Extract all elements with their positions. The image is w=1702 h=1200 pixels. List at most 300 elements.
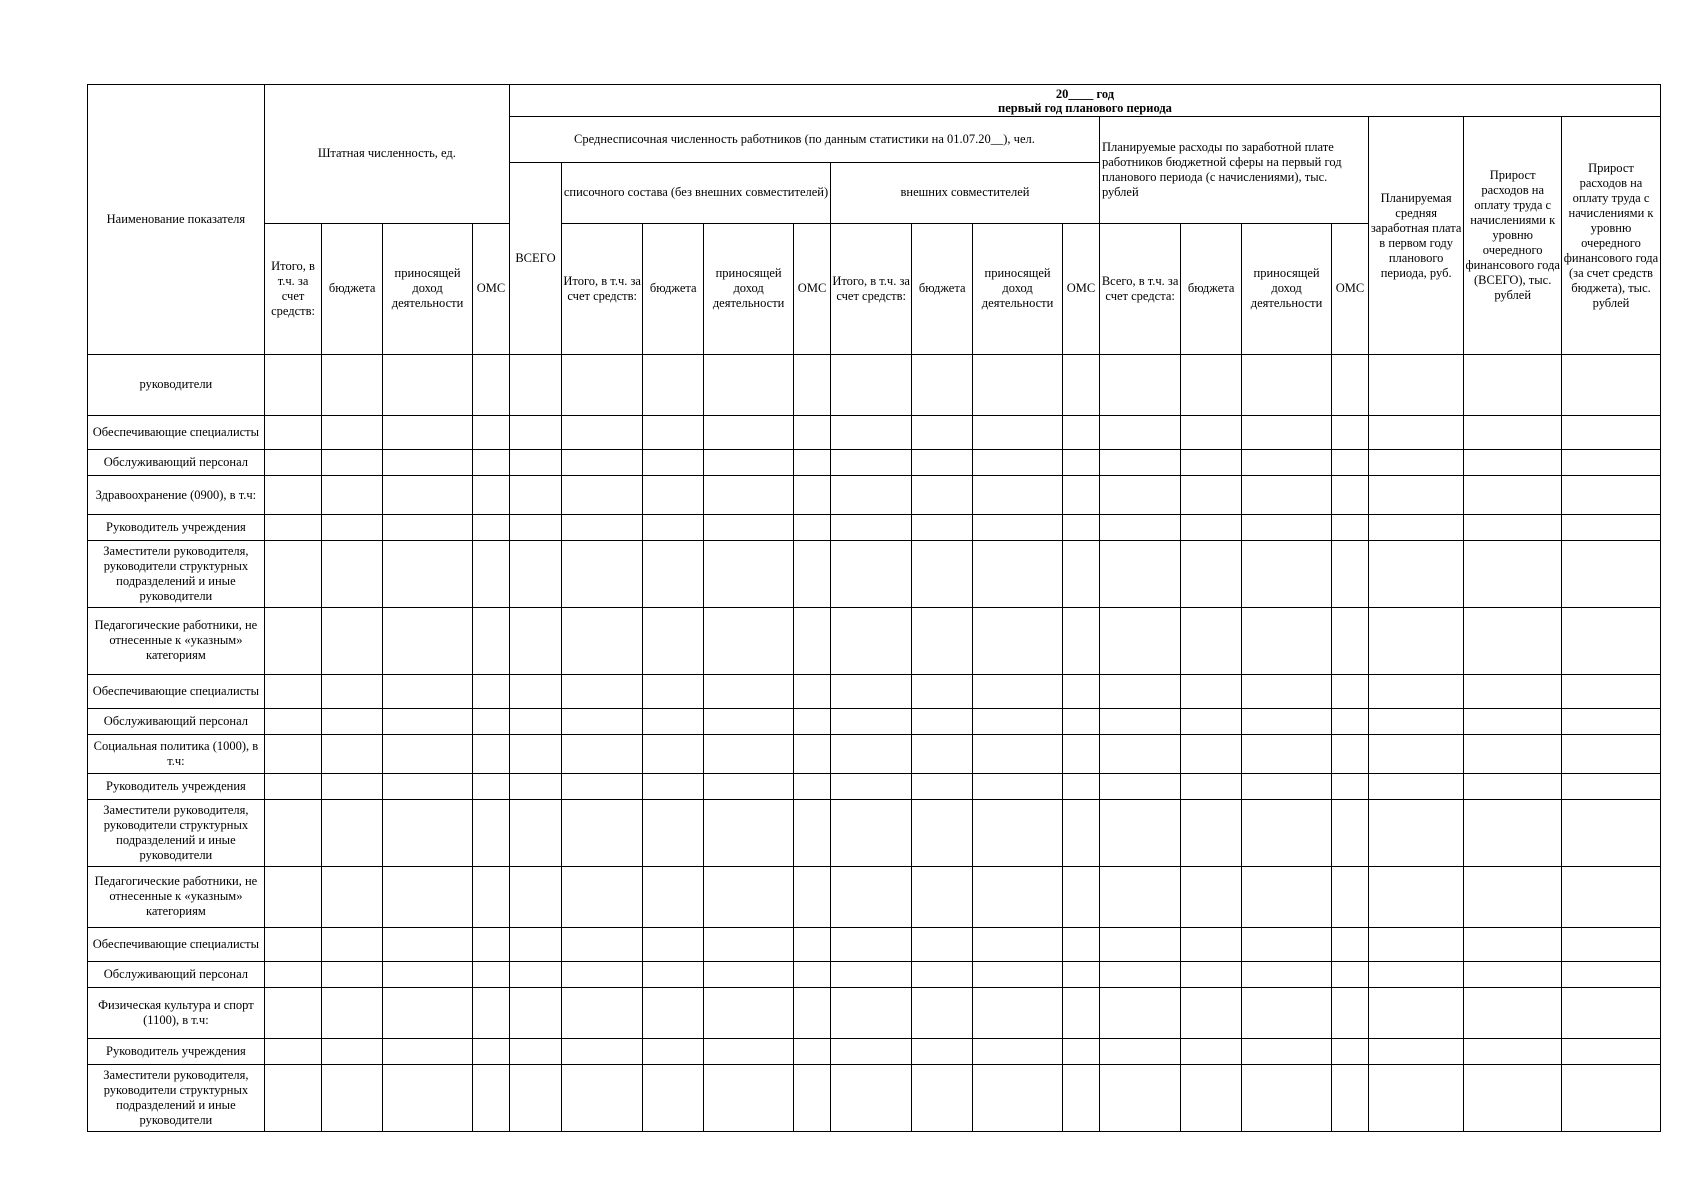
data-cell[interactable] [1332,927,1369,961]
data-cell[interactable] [509,674,561,708]
data-cell[interactable] [509,773,561,799]
data-cell[interactable] [473,800,510,867]
data-cell[interactable] [1099,961,1180,987]
data-cell[interactable] [1332,607,1369,674]
data-cell[interactable] [1464,988,1562,1039]
data-cell[interactable] [1332,1065,1369,1132]
data-cell[interactable] [1332,514,1369,540]
data-cell[interactable] [1063,514,1100,540]
data-cell[interactable] [562,1038,643,1064]
data-cell[interactable] [1332,773,1369,799]
data-cell[interactable] [383,866,473,927]
data-cell[interactable] [562,1065,643,1132]
data-cell[interactable] [643,927,704,961]
data-cell[interactable] [509,866,561,927]
data-cell[interactable] [973,927,1063,961]
data-cell[interactable] [562,988,643,1039]
data-cell[interactable] [473,1038,510,1064]
data-cell[interactable] [794,541,831,608]
data-cell[interactable] [322,1065,383,1132]
data-cell[interactable] [509,450,561,476]
data-cell[interactable] [704,674,794,708]
data-cell[interactable] [1464,1038,1562,1064]
data-cell[interactable] [1368,1065,1463,1132]
data-cell[interactable] [473,607,510,674]
data-cell[interactable] [1368,961,1463,987]
data-cell[interactable] [912,709,973,735]
data-cell[interactable] [1561,735,1660,773]
data-cell[interactable] [1464,735,1562,773]
data-cell[interactable] [1368,415,1463,449]
data-cell[interactable] [830,450,911,476]
data-cell[interactable] [1063,1065,1100,1132]
data-cell[interactable] [473,988,510,1039]
data-cell[interactable] [1368,355,1463,416]
data-cell[interactable] [1464,709,1562,735]
data-cell[interactable] [1368,541,1463,608]
data-cell[interactable] [830,674,911,708]
data-cell[interactable] [1181,541,1242,608]
data-cell[interactable] [1464,514,1562,540]
data-cell[interactable] [1464,773,1562,799]
data-cell[interactable] [704,988,794,1039]
data-cell[interactable] [973,674,1063,708]
data-cell[interactable] [322,1038,383,1064]
data-cell[interactable] [1099,674,1180,708]
data-cell[interactable] [509,927,561,961]
data-cell[interactable] [973,709,1063,735]
data-cell[interactable] [1332,800,1369,867]
data-cell[interactable] [383,514,473,540]
data-cell[interactable] [643,1065,704,1132]
data-cell[interactable] [830,866,911,927]
data-cell[interactable] [264,709,321,735]
data-cell[interactable] [643,674,704,708]
data-cell[interactable] [1332,1038,1369,1064]
data-cell[interactable] [794,927,831,961]
data-cell[interactable] [912,1065,973,1132]
data-cell[interactable] [383,607,473,674]
data-cell[interactable] [322,927,383,961]
data-cell[interactable] [1368,674,1463,708]
data-cell[interactable] [383,476,473,514]
data-cell[interactable] [383,709,473,735]
data-cell[interactable] [912,927,973,961]
data-cell[interactable] [1181,961,1242,987]
data-cell[interactable] [562,514,643,540]
data-cell[interactable] [473,450,510,476]
data-cell[interactable] [912,476,973,514]
data-cell[interactable] [562,476,643,514]
data-cell[interactable] [562,674,643,708]
data-cell[interactable] [643,450,704,476]
data-cell[interactable] [264,773,321,799]
data-cell[interactable] [1181,735,1242,773]
data-cell[interactable] [912,773,973,799]
data-cell[interactable] [912,800,973,867]
data-cell[interactable] [912,514,973,540]
data-cell[interactable] [912,415,973,449]
data-cell[interactable] [264,988,321,1039]
data-cell[interactable] [473,355,510,416]
data-cell[interactable] [1063,866,1100,927]
data-cell[interactable] [473,961,510,987]
data-cell[interactable] [1181,450,1242,476]
data-cell[interactable] [704,961,794,987]
data-cell[interactable] [912,961,973,987]
data-cell[interactable] [1561,415,1660,449]
data-cell[interactable] [562,961,643,987]
data-cell[interactable] [322,988,383,1039]
data-cell[interactable] [704,866,794,927]
data-cell[interactable] [1099,866,1180,927]
data-cell[interactable] [1464,961,1562,987]
data-cell[interactable] [643,1038,704,1064]
data-cell[interactable] [509,541,561,608]
data-cell[interactable] [1099,1038,1180,1064]
data-cell[interactable] [830,415,911,449]
data-cell[interactable] [1561,961,1660,987]
data-cell[interactable] [830,476,911,514]
data-cell[interactable] [794,773,831,799]
data-cell[interactable] [973,450,1063,476]
data-cell[interactable] [509,709,561,735]
data-cell[interactable] [509,961,561,987]
data-cell[interactable] [643,607,704,674]
data-cell[interactable] [973,476,1063,514]
data-cell[interactable] [1561,1038,1660,1064]
data-cell[interactable] [1099,607,1180,674]
data-cell[interactable] [643,988,704,1039]
data-cell[interactable] [383,988,473,1039]
data-cell[interactable] [1332,961,1369,987]
data-cell[interactable] [973,541,1063,608]
data-cell[interactable] [830,773,911,799]
data-cell[interactable] [1464,927,1562,961]
data-cell[interactable] [1561,514,1660,540]
data-cell[interactable] [704,800,794,867]
data-cell[interactable] [704,450,794,476]
data-cell[interactable] [794,866,831,927]
data-cell[interactable] [1063,927,1100,961]
data-cell[interactable] [912,735,973,773]
data-cell[interactable] [830,927,911,961]
data-cell[interactable] [1368,709,1463,735]
data-cell[interactable] [322,800,383,867]
data-cell[interactable] [1181,355,1242,416]
data-cell[interactable] [1561,773,1660,799]
data-cell[interactable] [643,800,704,867]
data-cell[interactable] [1242,709,1332,735]
data-cell[interactable] [383,1038,473,1064]
data-cell[interactable] [1242,866,1332,927]
data-cell[interactable] [1181,607,1242,674]
data-cell[interactable] [830,1038,911,1064]
data-cell[interactable] [1561,541,1660,608]
data-cell[interactable] [1368,866,1463,927]
data-cell[interactable] [322,476,383,514]
data-cell[interactable] [643,514,704,540]
data-cell[interactable] [1332,355,1369,416]
data-cell[interactable] [322,773,383,799]
data-cell[interactable] [1242,988,1332,1039]
data-cell[interactable] [322,541,383,608]
data-cell[interactable] [704,735,794,773]
data-cell[interactable] [973,607,1063,674]
data-cell[interactable] [1368,927,1463,961]
data-cell[interactable] [643,866,704,927]
data-cell[interactable] [1242,355,1332,416]
data-cell[interactable] [643,773,704,799]
data-cell[interactable] [1332,674,1369,708]
data-cell[interactable] [473,735,510,773]
data-cell[interactable] [1242,800,1332,867]
data-cell[interactable] [1099,988,1180,1039]
data-cell[interactable] [1561,674,1660,708]
data-cell[interactable] [562,415,643,449]
data-cell[interactable] [509,1038,561,1064]
data-cell[interactable] [264,514,321,540]
data-cell[interactable] [973,773,1063,799]
data-cell[interactable] [1181,1038,1242,1064]
data-cell[interactable] [1464,800,1562,867]
data-cell[interactable] [643,735,704,773]
data-cell[interactable] [562,541,643,608]
data-cell[interactable] [322,415,383,449]
data-cell[interactable] [1242,735,1332,773]
data-cell[interactable] [473,866,510,927]
data-cell[interactable] [383,415,473,449]
data-cell[interactable] [1561,607,1660,674]
data-cell[interactable] [973,961,1063,987]
data-cell[interactable] [794,355,831,416]
data-cell[interactable] [383,773,473,799]
data-cell[interactable] [473,415,510,449]
data-cell[interactable] [1181,415,1242,449]
data-cell[interactable] [704,415,794,449]
data-cell[interactable] [912,355,973,416]
data-cell[interactable] [1063,773,1100,799]
data-cell[interactable] [704,355,794,416]
data-cell[interactable] [322,355,383,416]
data-cell[interactable] [643,476,704,514]
data-cell[interactable] [1332,450,1369,476]
data-cell[interactable] [830,961,911,987]
data-cell[interactable] [1332,866,1369,927]
data-cell[interactable] [383,961,473,987]
data-cell[interactable] [1368,514,1463,540]
data-cell[interactable] [322,735,383,773]
data-cell[interactable] [794,415,831,449]
data-cell[interactable] [264,866,321,927]
data-cell[interactable] [264,800,321,867]
data-cell[interactable] [912,541,973,608]
data-cell[interactable] [1561,709,1660,735]
data-cell[interactable] [562,735,643,773]
data-cell[interactable] [1063,415,1100,449]
data-cell[interactable] [973,1065,1063,1132]
data-cell[interactable] [473,1065,510,1132]
data-cell[interactable] [509,415,561,449]
data-cell[interactable] [1242,415,1332,449]
data-cell[interactable] [473,476,510,514]
data-cell[interactable] [1332,476,1369,514]
data-cell[interactable] [1464,607,1562,674]
data-cell[interactable] [1464,541,1562,608]
data-cell[interactable] [912,450,973,476]
data-cell[interactable] [794,709,831,735]
data-cell[interactable] [794,735,831,773]
data-cell[interactable] [1242,961,1332,987]
data-cell[interactable] [509,355,561,416]
data-cell[interactable] [794,476,831,514]
data-cell[interactable] [1368,476,1463,514]
data-cell[interactable] [1242,514,1332,540]
data-cell[interactable] [1099,927,1180,961]
data-cell[interactable] [1332,541,1369,608]
data-cell[interactable] [1368,450,1463,476]
data-cell[interactable] [794,800,831,867]
data-cell[interactable] [794,988,831,1039]
data-cell[interactable] [473,773,510,799]
data-cell[interactable] [1181,674,1242,708]
data-cell[interactable] [322,674,383,708]
data-cell[interactable] [383,1065,473,1132]
data-cell[interactable] [830,1065,911,1132]
data-cell[interactable] [264,476,321,514]
data-cell[interactable] [1099,476,1180,514]
data-cell[interactable] [1242,450,1332,476]
data-cell[interactable] [1063,988,1100,1039]
data-cell[interactable] [1181,709,1242,735]
data-cell[interactable] [509,514,561,540]
data-cell[interactable] [704,1038,794,1064]
data-cell[interactable] [794,607,831,674]
data-cell[interactable] [1368,773,1463,799]
data-cell[interactable] [562,709,643,735]
data-cell[interactable] [562,355,643,416]
data-cell[interactable] [704,927,794,961]
data-cell[interactable] [912,988,973,1039]
data-cell[interactable] [643,961,704,987]
data-cell[interactable] [1099,415,1180,449]
data-cell[interactable] [1368,735,1463,773]
data-cell[interactable] [562,866,643,927]
data-cell[interactable] [830,355,911,416]
data-cell[interactable] [383,355,473,416]
data-cell[interactable] [794,674,831,708]
data-cell[interactable] [322,607,383,674]
data-cell[interactable] [473,709,510,735]
data-cell[interactable] [1063,1038,1100,1064]
data-cell[interactable] [473,674,510,708]
data-cell[interactable] [1464,355,1562,416]
data-cell[interactable] [383,735,473,773]
data-cell[interactable] [973,988,1063,1039]
data-cell[interactable] [1561,355,1660,416]
data-cell[interactable] [643,355,704,416]
data-cell[interactable] [704,514,794,540]
data-cell[interactable] [1181,773,1242,799]
data-cell[interactable] [264,961,321,987]
data-cell[interactable] [1464,415,1562,449]
data-cell[interactable] [973,355,1063,416]
data-cell[interactable] [1242,476,1332,514]
data-cell[interactable] [912,866,973,927]
data-cell[interactable] [383,450,473,476]
data-cell[interactable] [1099,514,1180,540]
data-cell[interactable] [1332,415,1369,449]
data-cell[interactable] [322,514,383,540]
data-cell[interactable] [973,415,1063,449]
data-cell[interactable] [1464,1065,1562,1132]
data-cell[interactable] [704,476,794,514]
data-cell[interactable] [1561,450,1660,476]
data-cell[interactable] [1242,1038,1332,1064]
data-cell[interactable] [1464,866,1562,927]
data-cell[interactable] [264,450,321,476]
data-cell[interactable] [562,927,643,961]
data-cell[interactable] [1368,1038,1463,1064]
data-cell[interactable] [973,1038,1063,1064]
data-cell[interactable] [562,607,643,674]
data-cell[interactable] [1464,674,1562,708]
data-cell[interactable] [473,541,510,608]
data-cell[interactable] [1561,800,1660,867]
data-cell[interactable] [473,927,510,961]
data-cell[interactable] [1242,773,1332,799]
data-cell[interactable] [643,415,704,449]
data-cell[interactable] [264,415,321,449]
data-cell[interactable] [1368,988,1463,1039]
data-cell[interactable] [1561,866,1660,927]
data-cell[interactable] [973,735,1063,773]
data-cell[interactable] [1099,541,1180,608]
data-cell[interactable] [509,1065,561,1132]
data-cell[interactable] [1242,541,1332,608]
data-cell[interactable] [794,514,831,540]
data-cell[interactable] [704,607,794,674]
data-cell[interactable] [322,866,383,927]
data-cell[interactable] [973,800,1063,867]
data-cell[interactable] [1099,1065,1180,1132]
data-cell[interactable] [473,514,510,540]
data-cell[interactable] [1181,1065,1242,1132]
data-cell[interactable] [383,541,473,608]
data-cell[interactable] [1332,709,1369,735]
data-cell[interactable] [704,541,794,608]
data-cell[interactable] [1099,355,1180,416]
data-cell[interactable] [830,988,911,1039]
data-cell[interactable] [643,709,704,735]
data-cell[interactable] [912,674,973,708]
data-cell[interactable] [794,450,831,476]
data-cell[interactable] [1063,674,1100,708]
data-cell[interactable] [704,1065,794,1132]
data-cell[interactable] [1099,800,1180,867]
data-cell[interactable] [509,735,561,773]
data-cell[interactable] [973,866,1063,927]
data-cell[interactable] [264,355,321,416]
data-cell[interactable] [1561,988,1660,1039]
data-cell[interactable] [1063,735,1100,773]
data-cell[interactable] [1368,607,1463,674]
data-cell[interactable] [1561,476,1660,514]
data-cell[interactable] [264,541,321,608]
data-cell[interactable] [1464,450,1562,476]
data-cell[interactable] [1063,450,1100,476]
data-cell[interactable] [562,800,643,867]
